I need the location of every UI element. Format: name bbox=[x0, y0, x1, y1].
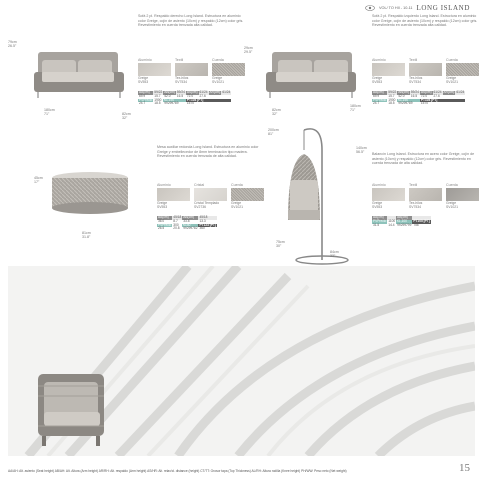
material-code: SV553 bbox=[138, 80, 149, 84]
material-code: SV553 bbox=[372, 205, 383, 209]
product-1-description: Sofá 2 pl. Respaldo derecho Long Island. Estructura en aluminio color Greige, cojín de asiento (10cm) y respaldo (12cm) color gris. Revestimiento en cuerda trenzada alta calidad. bbox=[138, 14, 244, 28]
product-4-image bbox=[282, 120, 358, 268]
product-4-spec-table: AA(cm) AB(cm) PVPrecio 1100 €1,100 PT105 [PT] 31.5 14.4 99299799 756 bbox=[373, 215, 430, 227]
material-code: SV2736 bbox=[194, 205, 207, 209]
material-code: SV1021 bbox=[446, 205, 459, 209]
product-4-seat-height: 75cm 30" bbox=[276, 240, 285, 248]
material-swatch bbox=[138, 63, 171, 76]
material-swatch bbox=[446, 188, 479, 201]
product-1-height: 79cm 26.5" bbox=[8, 40, 17, 48]
material-name: Cristal Templado bbox=[194, 201, 220, 205]
material-swatch bbox=[372, 63, 405, 76]
material-swatch bbox=[409, 188, 442, 201]
material-swatch bbox=[175, 63, 208, 76]
material-name: Tex-hilos bbox=[409, 201, 423, 205]
eye-logo-icon bbox=[365, 5, 375, 11]
material-name: Tex-hilos bbox=[175, 76, 189, 80]
product-2-description: Sofá 2 pl. Respaldo izquierdo Long Island. Estructura en aluminio color Greige, cojín de asiento (10cm) y respaldo (12cm) color gris. Revestimiento en cuerda trenzada alta calidad. bbox=[372, 14, 478, 28]
material-name: Greige bbox=[157, 201, 168, 205]
material-name: Greige bbox=[212, 76, 223, 80]
material-swatch bbox=[446, 63, 479, 76]
material-label: Textil bbox=[409, 58, 418, 62]
page-title: LONG ISLAND bbox=[416, 4, 470, 12]
material-name: Greige bbox=[372, 76, 383, 80]
product-3-diameter: 81cm 31.8" bbox=[82, 231, 91, 239]
product-1-width: 180cm 71" bbox=[44, 108, 55, 116]
product-2-materials bbox=[372, 58, 479, 84]
material-label: Cristal bbox=[194, 183, 205, 187]
material-label: Cuerda bbox=[212, 58, 224, 62]
product-3-materials bbox=[157, 183, 264, 209]
material-label: Aluminio bbox=[157, 183, 171, 187]
material-name: Greige bbox=[372, 201, 383, 205]
product-3-image bbox=[50, 170, 130, 218]
product-4-width: 140cm 56.5" bbox=[356, 146, 367, 154]
section-label: VOL/ TO HII - 10-11 bbox=[378, 6, 413, 10]
material-label: Aluminio bbox=[372, 58, 386, 62]
product-1-spec-table: AA(cm) 59/22 AB(cm) 59/24 AS(cm) 61/24 AR(cm) 61/24 69.9 15.7 42.0 16.5 72.0 27.6 PVPrecio 1900 €1,190 PT104 [PT] 24.7 18.5 99299789 1570 bbox=[139, 90, 231, 106]
product-1-image bbox=[28, 38, 128, 100]
material-swatch bbox=[194, 188, 227, 201]
product-3-height: 45cm 17" bbox=[34, 176, 43, 184]
material-name: Tex-hilos bbox=[409, 76, 423, 80]
product-2-depth: 82cm 32" bbox=[272, 108, 281, 116]
material-label: Aluminio bbox=[372, 183, 386, 187]
lifestyle-photo bbox=[8, 266, 475, 456]
material-label: Cuerda bbox=[231, 183, 243, 187]
material-label: Cuerda bbox=[446, 58, 458, 62]
material-label: Cuerda bbox=[446, 183, 458, 187]
product-4-materials bbox=[372, 183, 479, 209]
product-1-arm: 29cm 29.5" bbox=[244, 46, 253, 54]
product-2-width: 180cm 71" bbox=[350, 104, 361, 112]
material-code: SV1021 bbox=[446, 80, 459, 84]
material-code: SV553 bbox=[372, 80, 383, 84]
footer-legend: AA/AH: Alt. asiento (Seat height) AB/AH: Alt. Altura (Arm height) AR/RH: Alt. respaldo (Arm height) AS/HR: Alt. relax/cl. distance (height) CT/TT: Grosor tapa (Top Thickness) AL/RH: Altura rodilla (Knee height) PH/WW: Peso neto (Net weight) bbox=[8, 469, 347, 473]
material-swatch bbox=[231, 188, 264, 201]
material-label: Aluminio bbox=[138, 58, 152, 62]
material-label: Textil bbox=[175, 58, 184, 62]
page-header bbox=[365, 4, 470, 12]
material-swatch bbox=[409, 63, 442, 76]
material-name: Greige bbox=[446, 201, 457, 205]
material-swatch bbox=[157, 188, 190, 201]
product-1-depth: 82cm 32" bbox=[122, 112, 131, 120]
product-2-spec-table: AA(cm) 59/22 AB(cm) 59/24 AS(cm) 61/24 AR(cm) 61/24 69.9 15.7 42.0 16.5 72.0 27.6 PVPrecio 1900 €1,190 PT104 [PT] 24.7 18.5 99299789 1570 bbox=[373, 90, 465, 106]
material-code: SV7534 bbox=[175, 80, 188, 84]
material-name: Greige bbox=[446, 76, 457, 80]
product-4-depth: 84cm 33" bbox=[330, 250, 339, 258]
product-4-description: Balancín Long Island. Estructura en acero color Greige, cojín de asiento (10cm) y respaldo (12cm) color gris. Revestimiento en cuerda trenzada de alta calidad. bbox=[372, 152, 475, 166]
material-code: SV1021 bbox=[231, 205, 244, 209]
page-number: 15 bbox=[459, 462, 470, 474]
material-name: Greige bbox=[231, 201, 242, 205]
product-2-image bbox=[262, 38, 362, 100]
material-code: SV553 bbox=[157, 205, 168, 209]
material-swatch bbox=[372, 188, 405, 201]
product-3-spec-table: AA(cm) 45/18 AB(cm) 45/18 36.0 8.7 33.8 13.3 PVPrecio 300 €150 PT123 [PT] 26.5 20.8 99299782 360 bbox=[158, 215, 216, 231]
lifestyle-chair bbox=[38, 374, 104, 446]
material-label: Textil bbox=[409, 183, 418, 187]
material-code: SV7534 bbox=[409, 80, 422, 84]
material-swatch bbox=[212, 63, 245, 76]
material-code: SV7534 bbox=[409, 205, 422, 209]
product-3-description: Mesa auxiliar redonda Long Island. Estructura en aluminio color Greige y embellecedor de 8mm terminación tipo madera. Revestimiento en cuerda trenzada de alta calidad. bbox=[157, 145, 259, 159]
product-1-materials bbox=[138, 58, 245, 84]
material-name: Greige bbox=[138, 76, 149, 80]
material-code: SV1021 bbox=[212, 80, 225, 84]
product-4-total-height: 200cm 81" bbox=[268, 128, 279, 136]
